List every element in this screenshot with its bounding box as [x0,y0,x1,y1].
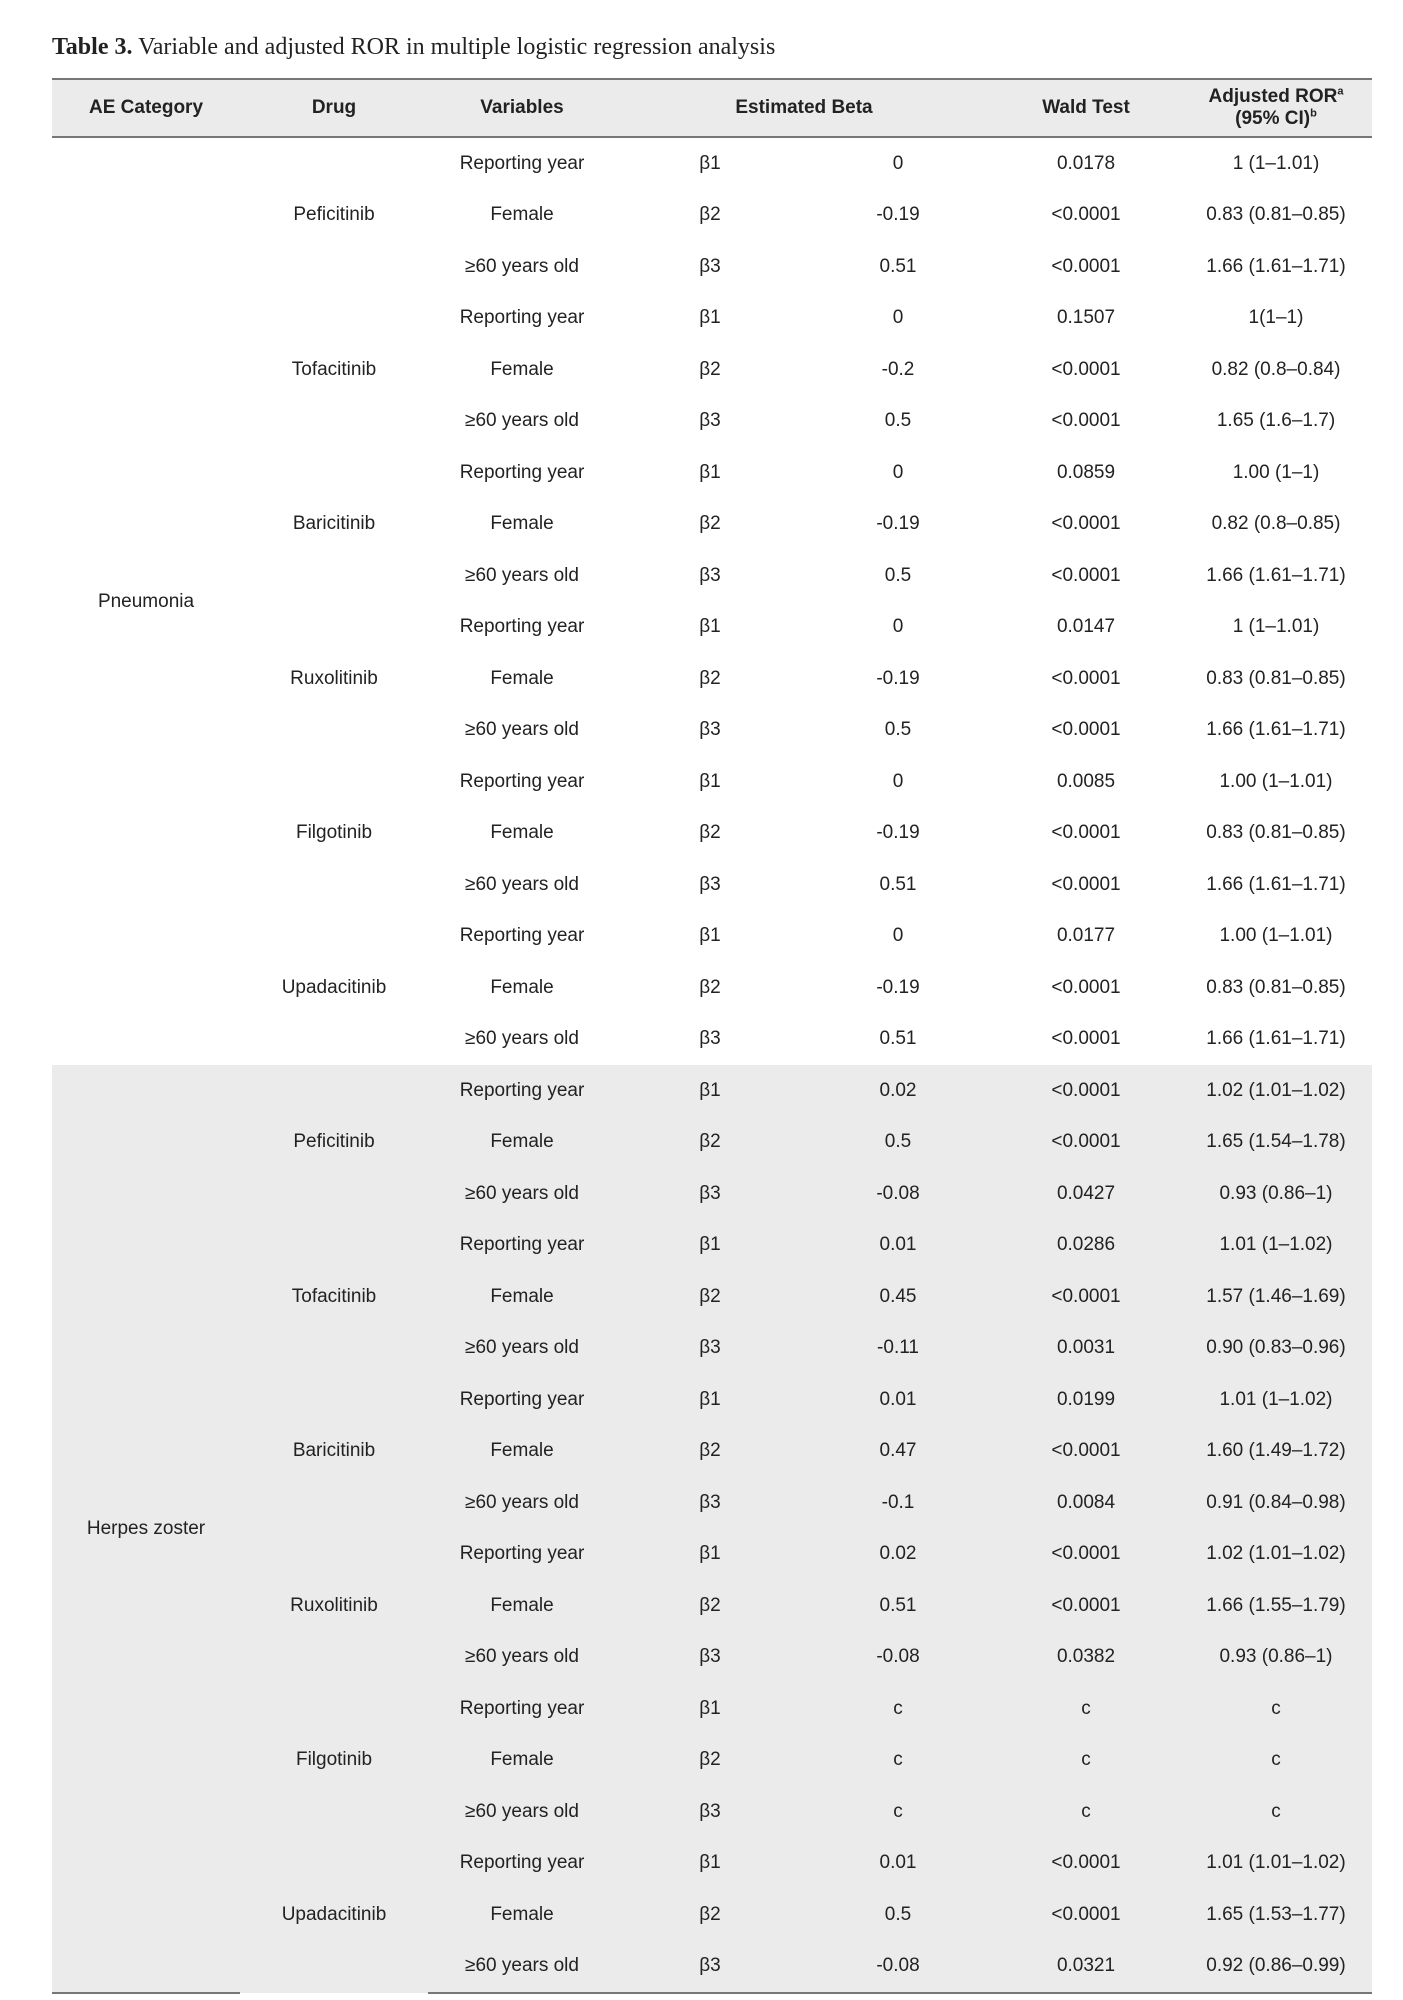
wald-test-cell: 0.0147 [1056,616,1116,638]
table-caption [52,34,775,61]
beta-symbol-cell: β2 [699,976,721,998]
beta-symbol-cell: β3 [616,1941,804,1994]
drug-cell: Filgotinib [295,1749,373,1771]
beta-symbol-cell: β2 [699,513,721,535]
variable-cell: Reporting year [459,1852,585,1874]
beta-symbol-cell: β2 [699,822,721,844]
regression-table [52,78,1372,1994]
wald-test-cell: <0.0001 [1051,358,1121,380]
header-adjusted-ror-line2: (95% CI)$^b$ [1235,107,1317,129]
variable-cell: Female [490,1131,554,1153]
estimate-cell: 0 [892,616,904,638]
table-row [52,911,1372,963]
beta-symbol-cell: β1 [699,1388,721,1410]
adjusted-ror-cell: 0.83 (0.81–0.85) [1206,976,1346,998]
drug-cell: Peficitinib [293,204,375,226]
wald-test-cell: <0.0001 [1051,1594,1121,1616]
estimate-cell: -0.19 [876,822,920,844]
estimate-cell: 0.51 [879,873,917,895]
adjusted-ror-cell: 1.01 (1–1.02) [1219,1388,1333,1410]
variable-cell: Reporting year [459,616,585,638]
adjusted-ror-cell: 1.01 (1–1.02) [1219,1234,1333,1256]
table-row [52,1529,1372,1581]
adjusted-ror-cell: c [1271,1800,1281,1822]
variable-cell: Reporting year [459,461,585,483]
adjusted-ror-cell: 1 (1–1.01) [1232,616,1320,638]
drug-cell: Baricitinib [292,1440,376,1462]
adjusted-ror-cell: 0.92 (0.86–0.99) [1180,1941,1372,1994]
adjusted-ror-cell: 1.02 (1.01–1.02) [1206,1543,1346,1565]
estimate-cell: -0.2 [881,358,915,380]
wald-test-cell: <0.0001 [1051,410,1121,432]
adjusted-ror-cell: 1.65 (1.6–1.7) [1216,410,1336,432]
table-row [52,1220,1372,1272]
wald-test-cell: 0.0321 [992,1941,1180,1994]
variable-cell: ≥60 years old [465,1337,579,1359]
beta-symbol-cell: β3 [699,1646,721,1668]
variable-cell: Reporting year [459,152,585,174]
beta-symbol-cell: β3 [699,1028,721,1050]
estimate-cell: 0.01 [879,1852,917,1874]
adjusted-ror-cell: 0.82 (0.8–0.84) [1211,358,1341,380]
adjusted-ror-cell: 0.82 (0.8–0.85) [1211,513,1341,535]
variable-cell: ≥60 years old [465,1182,579,1204]
wald-test-cell: 0.1507 [1056,307,1116,329]
beta-symbol-cell: β1 [699,925,721,947]
estimate-cell: 0.51 [879,1594,917,1616]
ae-category-cell: Herpes zoster [52,1065,240,1993]
wald-test-cell: 0.0286 [1056,1234,1116,1256]
variable-cell: Female [490,1903,554,1925]
beta-symbol-cell: β3 [699,1491,721,1513]
header-wald-test: Wald Test [992,79,1180,137]
adjusted-ror-cell: 1.66 (1.61–1.71) [1206,564,1346,586]
beta-symbol-cell: β2 [699,1131,721,1153]
header-adjusted-ror-line1: Adjusted ROR$^a$ [1208,85,1344,107]
estimate-cell: 0 [892,307,904,329]
estimate-cell: 0.5 [884,564,912,586]
wald-test-cell: <0.0001 [1051,822,1121,844]
estimate-cell: 0.01 [879,1388,917,1410]
wald-test-cell: 0.0085 [1056,770,1116,792]
variable-cell: Female [490,667,554,689]
estimate-cell: -0.11 [877,1337,919,1359]
estimate-cell: 0.02 [879,1543,917,1565]
wald-test-cell: <0.0001 [1051,976,1121,998]
adjusted-ror-cell: 1.66 (1.55–1.79) [1206,1594,1346,1616]
estimate-cell: 0.5 [884,410,912,432]
variable-cell: Female [490,1440,554,1462]
beta-symbol-cell: β1 [699,1697,721,1719]
variable-cell: Reporting year [459,1697,585,1719]
estimate-cell: -0.08 [876,1182,920,1204]
footnote-b: b [1310,107,1317,120]
header-ae-category: AE Category [52,79,240,137]
variable-cell: ≥60 years old [465,255,579,277]
variable-cell: ≥60 years old [465,873,579,895]
adjusted-ror-cell: 1.66 (1.61–1.71) [1206,719,1346,741]
table-row [52,756,1372,808]
beta-symbol-cell: β3 [699,873,721,895]
adjusted-ror-cell: 0.93 (0.86–1) [1219,1182,1333,1204]
wald-test-cell: 0.0382 [1056,1646,1116,1668]
header-estimated-beta: Estimated Beta [616,79,992,137]
wald-test-cell: <0.0001 [1051,873,1121,895]
variable-cell: Female [490,1594,554,1616]
beta-symbol-cell: β2 [699,358,721,380]
wald-test-cell: <0.0001 [1051,1131,1121,1153]
estimate-cell: c [893,1800,903,1822]
wald-test-cell: <0.0001 [1051,719,1121,741]
wald-test-cell: 0.0859 [1056,461,1116,483]
table-row [52,1838,1372,1890]
estimate-cell: 0.45 [879,1285,917,1307]
drug-cell: Baricitinib [292,513,376,535]
footnote-a: a [1337,85,1344,98]
adjusted-ror-cell: 1.00 (1–1.01) [1219,770,1333,792]
estimate-cell: -0.19 [876,513,920,535]
wald-test-cell: c [1081,1697,1091,1719]
adjusted-ror-cell: c [1271,1697,1281,1719]
adjusted-ror-cell: 0.83 (0.81–0.85) [1206,822,1346,844]
estimate-cell: 0.5 [884,1131,912,1153]
header-row [52,79,1372,137]
beta-symbol-cell: β2 [699,1594,721,1616]
header-adjusted-ror [1180,79,1372,137]
adjusted-ror-cell: 1.00 (1–1) [1232,461,1320,483]
beta-symbol-cell: β2 [699,1440,721,1462]
adjusted-ror-cell: 0.83 (0.81–0.85) [1206,204,1346,226]
variable-cell: Reporting year [459,925,585,947]
header-drug: Drug [240,79,428,137]
variable-cell: Reporting year [459,1079,585,1101]
beta-symbol-cell: β3 [699,410,721,432]
variable-cell: ≥60 years old [465,564,579,586]
table-row [52,602,1372,654]
beta-symbol-cell: β3 [699,1800,721,1822]
variable-cell: Reporting year [459,1543,585,1565]
adjusted-ror-cell: 1.66 (1.61–1.71) [1206,873,1346,895]
table-row [52,137,1372,190]
drug-cell: Upadacitinib [281,1904,387,1926]
wald-test-cell: <0.0001 [1051,1285,1121,1307]
beta-symbol-cell: β3 [699,564,721,586]
variable-cell: Female [490,204,554,226]
wald-test-cell: <0.0001 [1051,204,1121,226]
wald-test-cell: c [1081,1749,1091,1771]
table-row [52,1374,1372,1426]
beta-symbol-cell: β3 [699,255,721,277]
wald-test-cell: <0.0001 [1051,667,1121,689]
adjusted-ror-cell: 0.91 (0.84–0.98) [1206,1491,1346,1513]
beta-symbol-cell: β1 [699,461,721,483]
estimate-cell: 0 [892,461,904,483]
drug-cell: Upadacitinib [281,976,387,998]
wald-test-cell: <0.0001 [1051,1903,1121,1925]
variable-cell: ≥60 years old [465,1491,579,1513]
wald-test-cell: <0.0001 [1051,1543,1121,1565]
variable-cell: Female [490,976,554,998]
wald-test-cell: 0.0084 [1056,1491,1116,1513]
wald-test-cell: 0.0427 [1056,1182,1116,1204]
beta-symbol-cell: β1 [699,152,721,174]
variable-cell: ≥60 years old [465,719,579,741]
variable-cell: Reporting year [459,1388,585,1410]
wald-test-cell: <0.0001 [1051,564,1121,586]
wald-test-cell: <0.0001 [1051,1028,1121,1050]
estimate-cell: c [893,1697,903,1719]
variable-cell: ≥60 years old [465,410,579,432]
adjusted-ror-cell: 1(1–1) [1248,307,1304,329]
estimate-cell: -0.08 [876,1646,920,1668]
adjusted-ror-cell: 0.83 (0.81–0.85) [1206,667,1346,689]
variable-cell: Female [490,1285,554,1307]
adjusted-ror-cell: 1.66 (1.61–1.71) [1206,1028,1346,1050]
drug-cell: Filgotinib [295,822,373,844]
variable-cell: Female [490,513,554,535]
estimate-cell: 0 [892,770,904,792]
adjusted-ror-cell: 1.60 (1.49–1.72) [1206,1440,1346,1462]
beta-symbol-cell: β2 [699,1285,721,1307]
variable-cell: ≥60 years old [428,1941,616,1994]
estimate-cell: 0.51 [879,255,917,277]
adjusted-ror-cell: 1.65 (1.53–1.77) [1206,1903,1346,1925]
beta-symbol-cell: β1 [699,1079,721,1101]
variable-cell: Female [490,1749,554,1771]
group-pneumonia [52,137,1372,1065]
beta-symbol-cell: β2 [699,667,721,689]
beta-symbol-cell: β2 [699,1749,721,1771]
drug-cell: Peficitinib [293,1131,375,1153]
adjusted-ror-cell: 1.02 (1.01–1.02) [1206,1079,1346,1101]
adjusted-ror-cell: 1.57 (1.46–1.69) [1206,1285,1346,1307]
adjusted-ror-cell: c [1271,1749,1281,1771]
table-row [52,1065,1372,1117]
estimate-cell: 0.5 [884,719,912,741]
beta-symbol-cell: β1 [699,307,721,329]
wald-test-cell: <0.0001 [1051,1852,1121,1874]
adjusted-ror-cell: 1.01 (1.01–1.02) [1206,1852,1346,1874]
variable-cell: Reporting year [459,1234,585,1256]
estimate-cell: -0.19 [876,667,920,689]
estimate-cell: -0.1 [881,1491,915,1513]
beta-symbol-cell: β2 [699,1903,721,1925]
variable-cell: Reporting year [459,770,585,792]
wald-test-cell: 0.0199 [1056,1388,1116,1410]
beta-symbol-cell: β1 [699,616,721,638]
variable-cell: Reporting year [459,307,585,329]
beta-symbol-cell: β3 [699,1182,721,1204]
adjusted-ror-cell: 0.93 (0.86–1) [1219,1646,1333,1668]
wald-test-cell: 0.0177 [1056,925,1116,947]
beta-symbol-cell: β1 [699,1852,721,1874]
table-caption-label: Table 3. [52,34,133,60]
beta-symbol-cell: β1 [699,1543,721,1565]
estimate-cell: c [893,1749,903,1771]
table-header [52,79,1372,137]
wald-test-cell: 0.0178 [1056,152,1116,174]
adjusted-ror-cell: 0.90 (0.83–0.96) [1206,1337,1346,1359]
estimate-cell: 0 [892,925,904,947]
beta-symbol-cell: β3 [699,719,721,741]
drug-cell: Tofacitinib [291,358,377,380]
header-variables: Variables [428,79,616,137]
drug-cell: Ruxolitinib [290,667,378,689]
variable-cell: ≥60 years old [465,1028,579,1050]
drug-cell: Tofacitinib [291,1285,377,1307]
ae-category-cell: Pneumonia [97,590,195,612]
adjusted-ror-cell: 1.00 (1–1.01) [1219,925,1333,947]
wald-test-cell: c [1081,1800,1091,1822]
estimate-cell: -0.19 [876,204,920,226]
estimate-cell: 0.47 [879,1440,917,1462]
variable-cell: ≥60 years old [465,1646,579,1668]
beta-symbol-cell: β2 [699,204,721,226]
wald-test-cell: <0.0001 [1051,513,1121,535]
table-row [52,447,1372,499]
beta-symbol-cell: β1 [699,1234,721,1256]
drug-cell: Ruxolitinib [290,1594,378,1616]
table-row [52,1683,1372,1735]
estimate-cell: -0.08 [804,1941,992,1994]
estimate-cell: 0 [892,152,904,174]
estimate-cell: -0.19 [876,976,920,998]
wald-test-cell: <0.0001 [1051,255,1121,277]
estimate-cell: 0.51 [879,1028,917,1050]
variable-cell: Female [490,358,554,380]
group-herpes-zoster [52,1065,1372,1993]
estimate-cell: 0.01 [879,1234,917,1256]
wald-test-cell: <0.0001 [1051,1440,1121,1462]
table-row [52,293,1372,345]
variable-cell: Female [490,822,554,844]
adjusted-ror-cell: 1 (1–1.01) [1232,152,1320,174]
beta-symbol-cell: β3 [699,1337,721,1359]
adjusted-ror-cell: 1.65 (1.54–1.78) [1206,1131,1346,1153]
variable-cell: ≥60 years old [465,1800,579,1822]
beta-symbol-cell: β1 [699,770,721,792]
wald-test-cell: 0.0031 [1056,1337,1116,1359]
estimate-cell: 0.02 [879,1079,917,1101]
estimate-cell: 0.5 [884,1903,912,1925]
table-caption-text: Variable and adjusted ROR in multiple logistic regression analysis [138,34,776,60]
adjusted-ror-cell: 1.66 (1.61–1.71) [1206,255,1346,277]
wald-test-cell: <0.0001 [1051,1079,1121,1101]
